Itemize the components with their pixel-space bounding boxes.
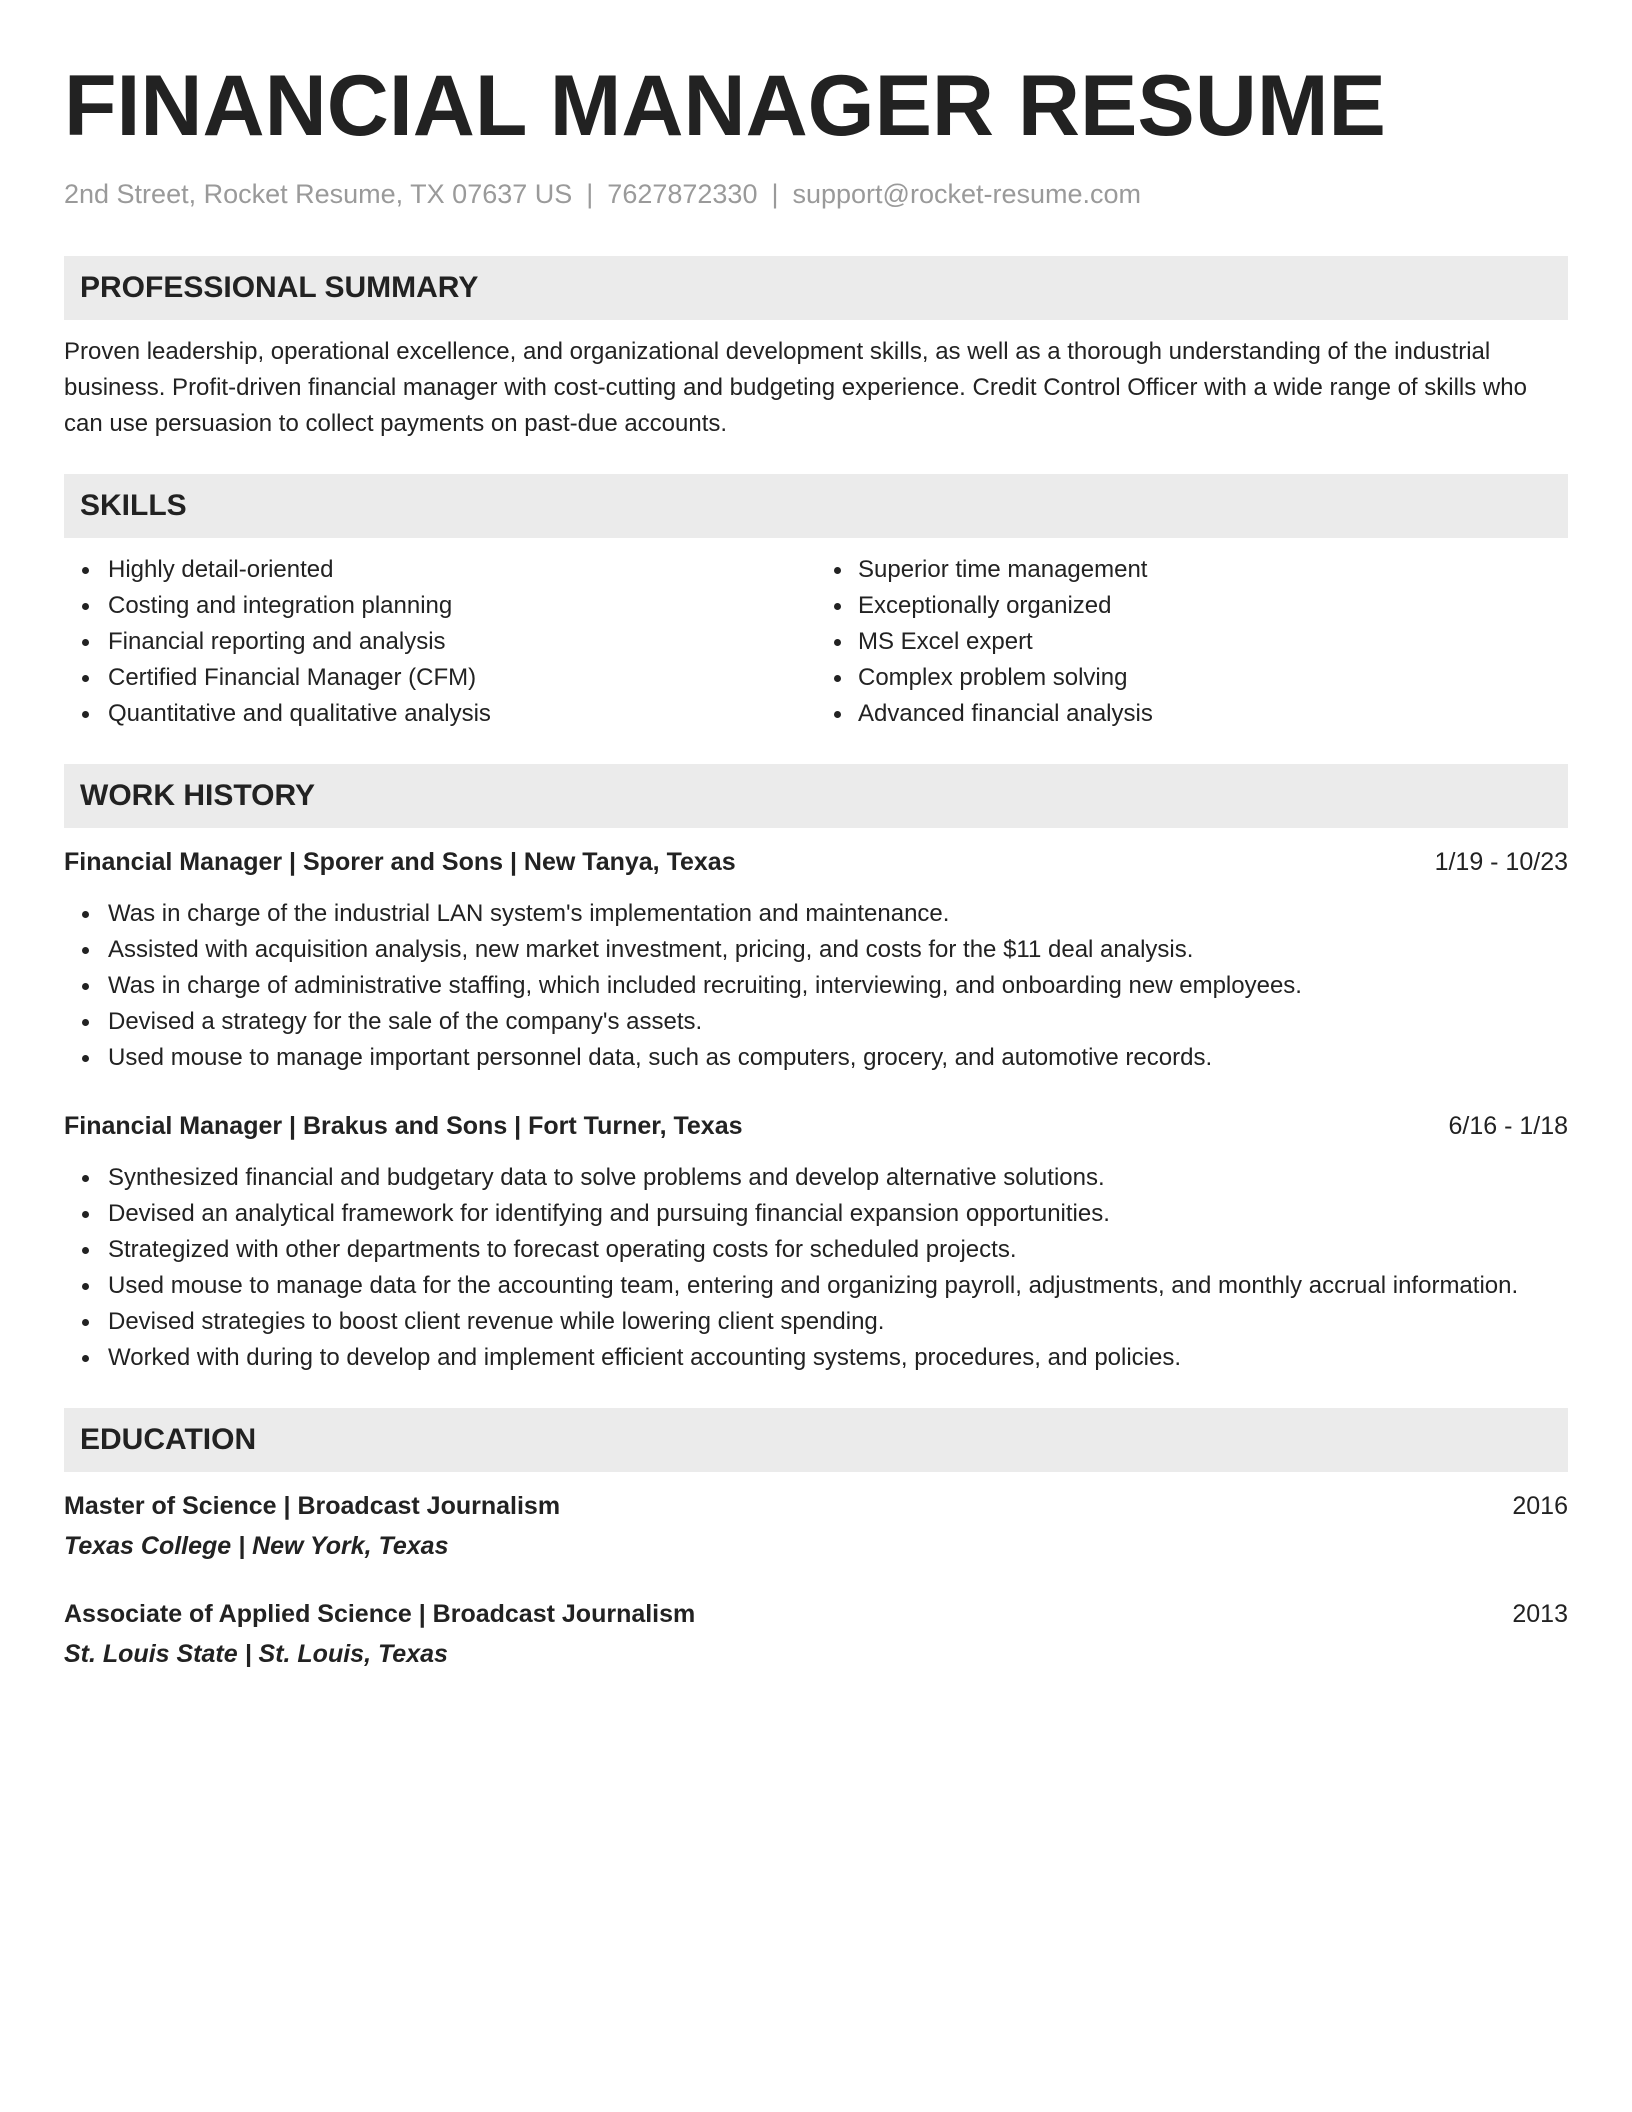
job-title: Financial Manager | Brakus and Sons | Fort Turner, Texas bbox=[64, 1112, 743, 1140]
education-school: St. Louis State | St. Louis, Texas bbox=[64, 1640, 448, 1668]
job-bullet: Used mouse to manage important personnel data, such as computers, grocery, and automotive records. bbox=[64, 1040, 1568, 1076]
job-dates: 1/19 - 10/23 bbox=[1434, 848, 1568, 876]
contact-email: support@rocket-resume.com bbox=[792, 179, 1142, 209]
job-bullet: Was in charge of the industrial LAN system's implementation and maintenance. bbox=[64, 896, 1568, 932]
skills-list bbox=[64, 552, 1568, 732]
section-header-skills: SKILLS bbox=[64, 474, 1568, 538]
skill-item: Quantitative and qualitative analysis bbox=[64, 696, 816, 732]
education-entry bbox=[64, 1488, 1568, 1564]
education-year: 2016 bbox=[1512, 1492, 1568, 1520]
section-header-education: EDUCATION bbox=[64, 1408, 1568, 1472]
job-entry bbox=[64, 1108, 1568, 1376]
contact-separator: | bbox=[586, 179, 594, 209]
skill-item: Costing and integration planning bbox=[64, 588, 816, 624]
job-bullets bbox=[64, 1160, 1568, 1376]
job-bullet: Devised strategies to boost client revenue while lowering client spending. bbox=[64, 1304, 1568, 1340]
skill-item: MS Excel expert bbox=[816, 624, 1568, 660]
skill-item: Highly detail-oriented bbox=[64, 552, 816, 588]
education-heading-row bbox=[64, 1596, 1568, 1632]
job-bullet: Strategized with other departments to forecast operating costs for scheduled projects. bbox=[64, 1232, 1568, 1268]
education-entry bbox=[64, 1596, 1568, 1672]
contact-separator: | bbox=[771, 179, 779, 209]
resume-page bbox=[64, 54, 1568, 1672]
skill-item: Advanced financial analysis bbox=[816, 696, 1568, 732]
job-bullet: Assisted with acquisition analysis, new market investment, pricing, and costs for the $11 deal analysis. bbox=[64, 932, 1568, 968]
education-degree: Associate of Applied Science | Broadcast Journalism bbox=[64, 1600, 696, 1628]
job-entry bbox=[64, 844, 1568, 1076]
job-dates: 6/16 - 1/18 bbox=[1448, 1112, 1568, 1140]
education-degree: Master of Science | Broadcast Journalism bbox=[64, 1492, 561, 1520]
summary-text: Proven leadership, operational excellence, and organizational development skills, as well as a thorough understanding of the industrial business. Profit-driven financial manager with cost-cutting and budgeting experience. Credit Control Officer with a wide range of skills who can use persuasion to collect payments on past-due accounts. bbox=[64, 338, 1527, 437]
job-heading-row bbox=[64, 1108, 1568, 1144]
contact-address: 2nd Street, Rocket Resume, TX 07637 US bbox=[64, 179, 573, 209]
section-header-summary: PROFESSIONAL SUMMARY bbox=[64, 256, 1568, 320]
section-header-work: WORK HISTORY bbox=[64, 764, 1568, 828]
contact-phone: 7627872330 bbox=[607, 179, 758, 209]
skill-item: Superior time management bbox=[816, 552, 1568, 588]
job-title: Financial Manager | Sporer and Sons | New Tanya, Texas bbox=[64, 848, 736, 876]
education-heading-row bbox=[64, 1488, 1568, 1524]
skill-item: Certified Financial Manager (CFM) bbox=[64, 660, 816, 696]
job-bullet: Devised an analytical framework for identifying and pursuing financial expansion opportunities. bbox=[64, 1196, 1568, 1232]
skill-item: Complex problem solving bbox=[816, 660, 1568, 696]
resume-title: FINANCIAL MANAGER RESUME bbox=[64, 58, 1386, 154]
job-bullet: Was in charge of administrative staffing, which included recruiting, interviewing, and onboarding new employees. bbox=[64, 968, 1568, 1004]
skills-column-right bbox=[816, 552, 1568, 732]
job-bullet: Worked with during to develop and implement efficient accounting systems, procedures, and policies. bbox=[64, 1340, 1568, 1376]
job-bullet: Devised a strategy for the sale of the company's assets. bbox=[64, 1004, 1568, 1040]
education-year: 2013 bbox=[1512, 1600, 1568, 1628]
skills-column-left bbox=[64, 552, 816, 732]
job-bullet: Synthesized financial and budgetary data to solve problems and develop alternative solutions. bbox=[64, 1160, 1568, 1196]
job-bullets bbox=[64, 896, 1568, 1076]
education-school: Texas College | New York, Texas bbox=[64, 1532, 449, 1560]
job-heading-row bbox=[64, 844, 1568, 880]
skill-item: Financial reporting and analysis bbox=[64, 624, 816, 660]
skill-item: Exceptionally organized bbox=[816, 588, 1568, 624]
contact-line bbox=[64, 176, 1568, 212]
job-bullet: Used mouse to manage data for the accounting team, entering and organizing payroll, adjustments, and monthly accrual information. bbox=[64, 1268, 1568, 1304]
